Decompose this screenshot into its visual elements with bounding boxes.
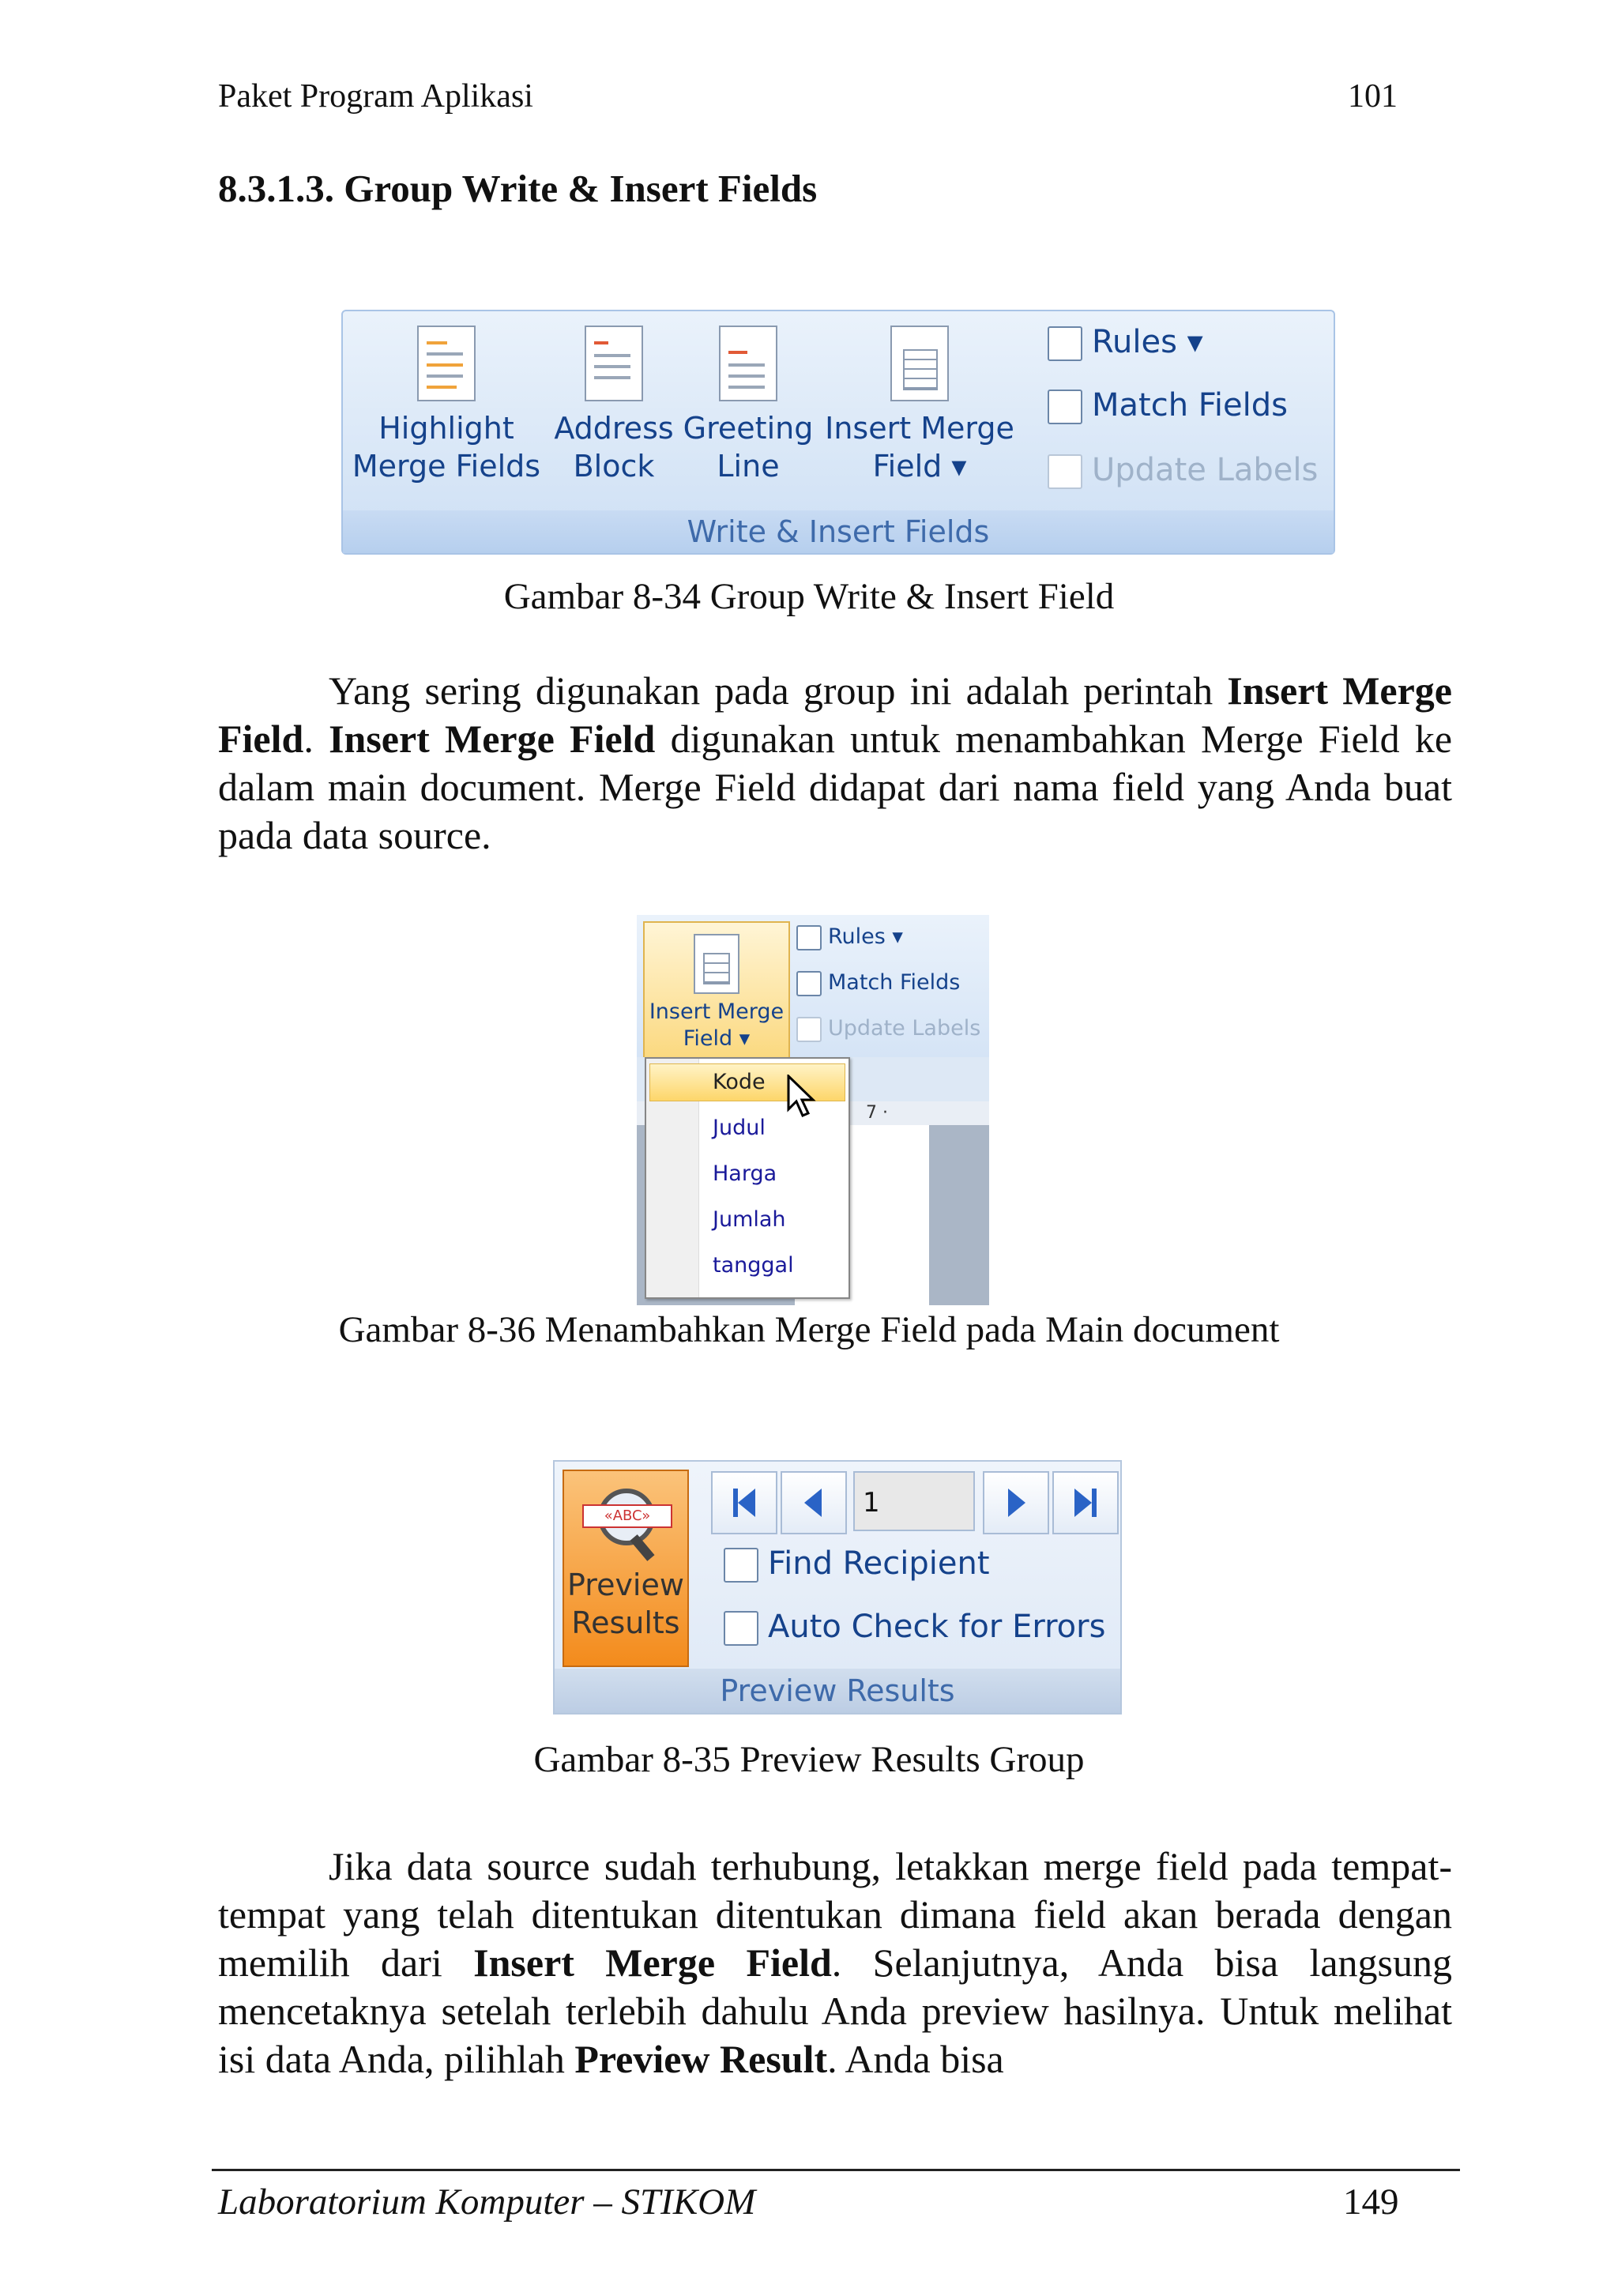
rules-button[interactable]	[1048, 324, 1203, 361]
first-record-button[interactable]	[711, 1471, 777, 1534]
auto-check-label: Auto Check for Errors	[768, 1609, 1106, 1645]
paragraph-text: . Selanjutnya, Anda bisa langsung mencetaknya setelah terlebih dahulu Anda preview hasilnya. Untuk melihat isi data Anda, pilihlah	[218, 1940, 1452, 2081]
match-fields-button[interactable]	[796, 970, 960, 996]
ribbon-group-label: Preview Results	[555, 1669, 1120, 1713]
match-fields-button[interactable]	[1048, 387, 1288, 424]
auto-check-icon	[724, 1611, 758, 1646]
next-record-button[interactable]	[983, 1471, 1049, 1534]
merge-field-document-icon	[890, 326, 949, 401]
write-insert-fields-ribbon	[341, 310, 1335, 555]
footer-institution: Laboratorium Komputer – STIKOM	[218, 2181, 756, 2223]
paragraph-1	[218, 667, 1452, 860]
previous-record-button[interactable]	[781, 1471, 847, 1534]
running-header-title: Paket Program Aplikasi	[218, 78, 533, 115]
figure-caption-8-34: Gambar 8-34 Group Write & Insert Field	[503, 576, 1115, 617]
merge-field-menu	[645, 1057, 850, 1299]
update-labels-icon	[1048, 454, 1082, 489]
button-label-line2: Merge Fields	[352, 449, 541, 484]
address-document-icon	[585, 326, 643, 401]
match-fields-icon	[796, 971, 822, 996]
button-label-line2: Results	[571, 1605, 680, 1640]
paragraph-text: .	[303, 717, 329, 761]
update-labels-button[interactable]	[796, 1016, 980, 1042]
footer-divider	[212, 2169, 1460, 2171]
menu-item-tanggal[interactable]: tanggal	[713, 1253, 794, 1278]
match-fields-label: Match Fields	[828, 970, 961, 995]
greeting-line-button[interactable]	[683, 326, 814, 485]
last-record-button[interactable]	[1052, 1471, 1119, 1534]
running-header-page-number: 101	[1348, 78, 1398, 115]
button-label-line2: Field ▾	[872, 449, 967, 484]
find-recipient-button[interactable]	[724, 1545, 990, 1583]
footer-page-number: 149	[1343, 2181, 1399, 2223]
button-label-line1: Insert Merge	[825, 411, 1014, 446]
button-label-line1: Greeting	[683, 411, 814, 446]
menu-item-judul[interactable]: Judul	[713, 1116, 766, 1140]
address-block-button[interactable]	[550, 326, 678, 485]
button-label-line1: Address	[554, 411, 674, 446]
find-recipient-icon	[724, 1548, 758, 1583]
preview-results-ribbon	[553, 1460, 1122, 1714]
bold-term: Insert Merge Field	[473, 1940, 832, 1985]
last-record-icon	[1054, 1473, 1117, 1533]
highlight-merge-fields-button[interactable]	[348, 326, 545, 485]
rules-button[interactable]	[796, 924, 903, 950]
merge-field-document-icon	[694, 934, 739, 994]
greeting-document-icon	[719, 326, 777, 401]
update-labels-button[interactable]	[1048, 452, 1318, 489]
bold-term: Preview Result	[574, 2037, 828, 2081]
next-record-icon	[984, 1473, 1048, 1533]
paragraph-text: Jika data source sudah terhubung, letakkan merge field pada tempat-tempat yang telah ditentukan ditentukan dimana field akan berada dengan memilih dari	[218, 1844, 1452, 1985]
update-labels-label: Update Labels	[1092, 452, 1319, 488]
bold-term: Insert Merge Field	[329, 717, 656, 761]
rules-icon	[796, 925, 822, 950]
menu-item-kode[interactable]: Kode	[713, 1070, 766, 1094]
section-title: 8.3.1.3. Group Write & Insert Fields	[218, 167, 818, 210]
paragraph-text: digunakan untuk menambahkan Merge Field ke dalam main document. Merge Field didapat dari nama field yang Anda buat pada data source.	[218, 717, 1453, 857]
bold-term: Insert Merge Field	[218, 668, 1453, 761]
insert-merge-field-button[interactable]	[643, 921, 790, 1059]
match-fields-label: Match Fields	[1092, 387, 1288, 423]
ribbon-group-label: Write & Insert Fields	[343, 510, 1334, 553]
ruler-text: 7 ·	[866, 1103, 888, 1123]
button-label-line2: Line	[717, 449, 780, 484]
button-label-line1: Highlight	[378, 411, 514, 446]
update-labels-icon	[796, 1017, 822, 1042]
find-recipient-label: Find Recipient	[768, 1545, 990, 1582]
paragraph-text: Yang sering digunakan pada group ini adalah perintah	[329, 668, 1228, 713]
button-label-line1: Preview	[567, 1568, 684, 1602]
button-label-line1: Insert Merge	[649, 999, 785, 1024]
button-label-line2: Field ▾	[683, 1026, 751, 1051]
preview-results-button[interactable]	[563, 1470, 689, 1667]
abc-badge: «ABC»	[582, 1504, 672, 1528]
menu-item-jumlah[interactable]: Jumlah	[713, 1207, 786, 1232]
auto-check-errors-button[interactable]	[724, 1609, 1105, 1646]
rules-icon	[1048, 326, 1082, 361]
mouse-cursor-icon	[787, 1075, 818, 1122]
button-label-line2: Block	[573, 449, 655, 484]
highlight-document-icon	[417, 326, 476, 401]
figure-caption-8-35: Gambar 8-35 Preview Results Group	[533, 1739, 1085, 1780]
update-labels-label: Update Labels	[828, 1016, 981, 1041]
paragraph-2	[218, 1842, 1452, 2083]
paragraph-text: . Anda bisa	[827, 2037, 1004, 2081]
magnifier-icon	[590, 1489, 661, 1560]
record-number-input[interactable]: 1	[853, 1471, 975, 1531]
rules-label: Rules ▾	[1092, 324, 1203, 360]
first-record-icon	[713, 1473, 776, 1533]
figure-caption-8-36: Gambar 8-36 Menambahkan Merge Field pada Main document	[338, 1309, 1280, 1350]
match-fields-icon	[1048, 390, 1082, 424]
rules-label: Rules ▾	[828, 924, 903, 949]
insert-merge-field-button[interactable]	[817, 326, 1022, 485]
menu-item-harga[interactable]: Harga	[713, 1161, 777, 1186]
previous-record-icon	[782, 1473, 845, 1533]
